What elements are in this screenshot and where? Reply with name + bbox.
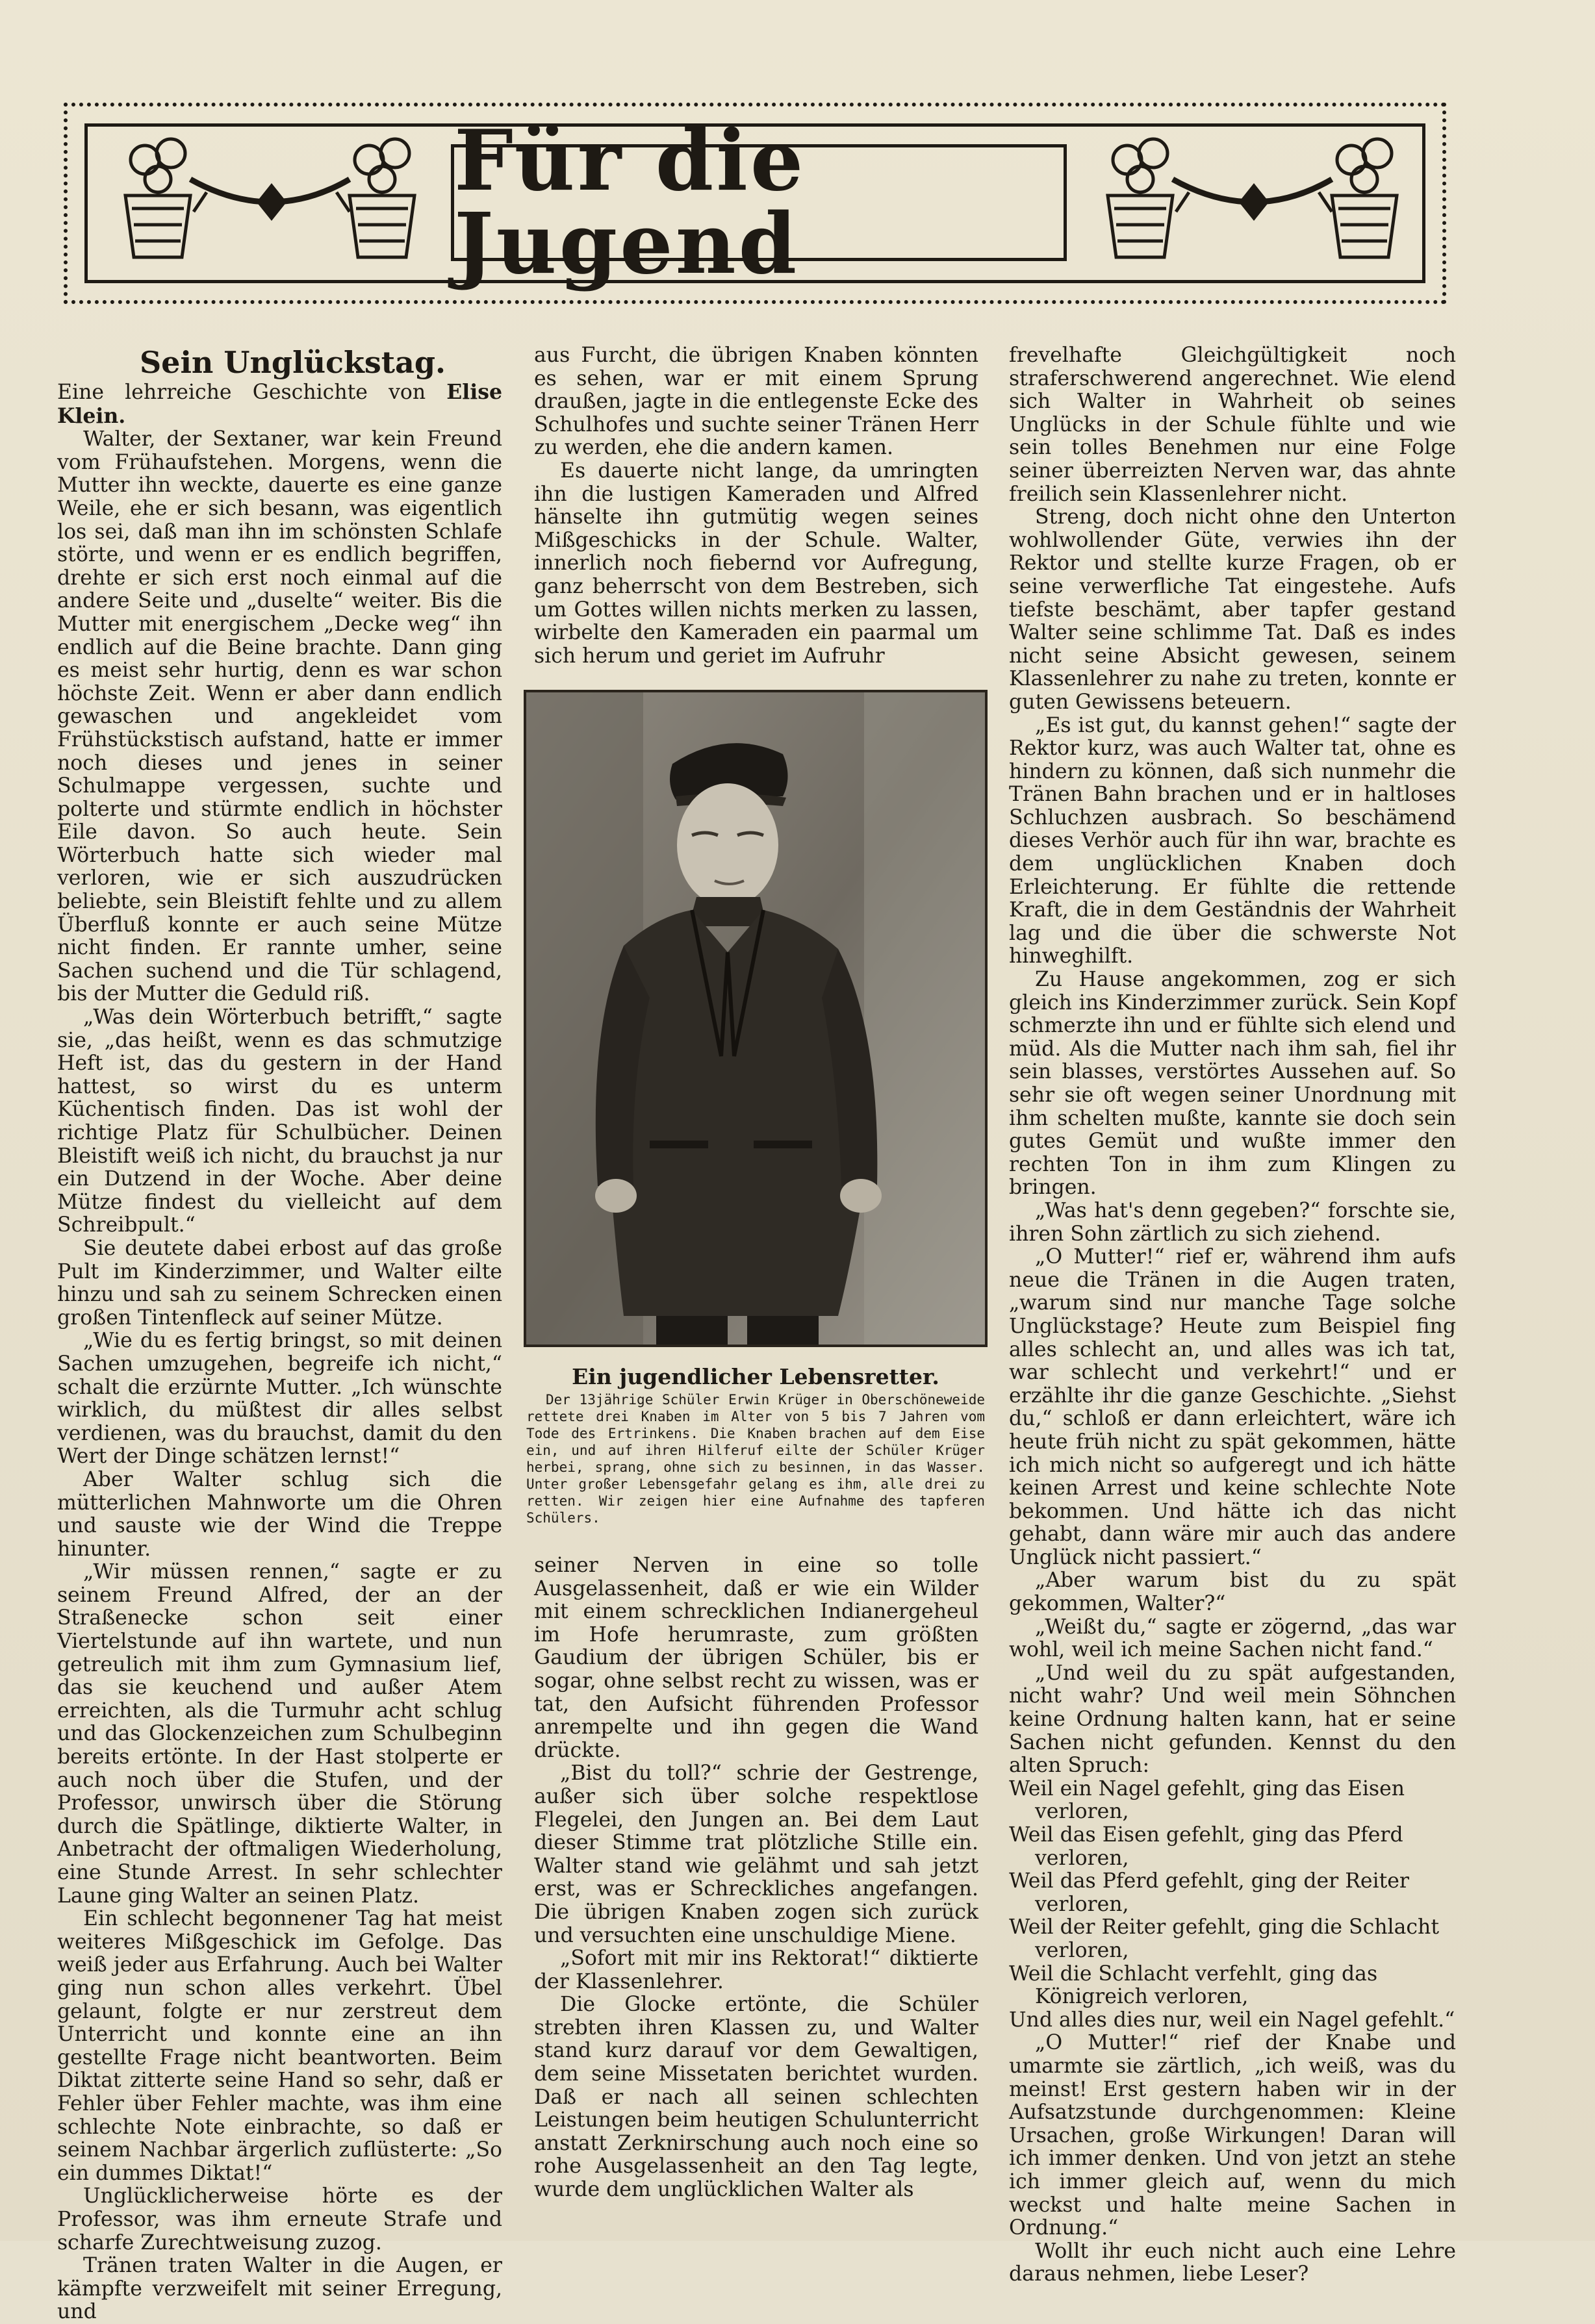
paragraph: seiner Nerven in eine so tolle Ausgelassenheit, daß er wie ein Wilder mit einem schrecklichen Indianergeheul im Hofe herumraste, zum größten Gaudium der übrigen Schüler, bis er sogar, ohne selbst recht zu wissen, was er tat, den Aufsicht führenden Professor anrempelte und ihn gegen die Wand drückte. — [534, 1554, 978, 1762]
paragraph: „Es ist gut, du kannst gehen!“ sagte der Rektor kurz, was auch Walter tat, ohne es hindern zu können, daß sich nunmehr die Tränen Bahn brachen und er in haltloses Schluchzen ausbrach. So beschämend dieses Verhör auch für ihn war, brachte es dem unglücklichen Knaben doch Erleichterung. Er fühlte die rettende Kraft, die in dem Geständnis der Wahrheit lag und die über die schwerste Not hinweghilft. — [1009, 713, 1456, 968]
column-2-top — [534, 344, 978, 668]
photo-caption-title: Ein jugendlicher Lebensretter. — [572, 1364, 939, 1389]
verse-line: Weil das Pferd gefehlt, ging der Reiter verloren, — [1009, 1869, 1409, 1916]
paragraph: „Was dein Wörterbuch betrifft,“ sagte sie, „das heißt, wenn es das schmutzige Heft ist, das du gestern in der Hand hattest, so wirst du es unterm Küchentisch finden. Das ist wohl der richtige Platz für Schulbücher. Deinen Bleistift weiß ich nicht, du brauchst ja nur ein Dutzend in der Woche. Aber deine Mütze findest du vielleicht auf dem Schreibpult.“ — [57, 1005, 502, 1237]
column-2-bottom — [534, 1554, 978, 2202]
byline-prefix: Eine lehrreiche Geschichte von — [57, 381, 447, 404]
right-basket-ornament-icon — [1091, 134, 1410, 273]
paragraph: „Wie du es fertig bringst, so mit deinen Sachen umzugehen, begreife ich nicht,“ schalt die erzürnte Mutter. „Ich wünschte wirklich, du müßtest dir alles selbst verdienen, was du brauchst, damit du den Wert der Dinge schätzen lernst!“ — [57, 1329, 502, 1469]
paragraph: aus Furcht, die übrigen Knaben könnten es sehen, war er mit einem Sprung draußen, jagte in die entlegenste Ecke des Schulhofes und suchte seiner Tränen Herr zu werden, ehe die andern kamen. — [534, 344, 978, 460]
column-3 — [1009, 344, 1456, 2286]
verse-line: Weil der Reiter gefehlt, ging die Schlacht verloren, — [1009, 1915, 1439, 1962]
paragraph: „Bist du toll?“ schrie der Gestrenge, außer sich über solche respektlose Flegelei, den Jungen an. Bei dem Laut dieser Stimme trat plötzliche Stille ein. Walter stand wie gelähmt und sah jetzt erst, was er Schreckliches angefangen. Die übrigen Knaben zogen sich zurück und versuchten eine unschuldige Miene. — [534, 1762, 978, 1947]
paragraph: Sie deutete dabei erbost auf das große Pult im Kinderzimmer, und Walter eilte hinzu und sah zu seinem Schrecken einen großen Tintenfleck auf seiner Mütze. — [57, 1236, 502, 1330]
paragraph: Wollt ihr euch nicht auch eine Lehre daraus nehmen, liebe Leser? — [1009, 2239, 1456, 2286]
paragraph: frevelhafte Gleichgültigkeit noch straferschwerend angerechnet. Wie elend sich Walter in Wahrheit ob seines Unglücks in der Schule fühlte und wie sein tolles Benehmen nur eine Folge seiner überreizten Nerven war, das ahnte freilich sein Klassenlehrer nicht. — [1009, 344, 1456, 506]
verse-line: Weil das Eisen gefehlt, ging das Pferd verloren, — [1009, 1823, 1403, 1870]
paragraph: „Und weil du zu spät aufgestanden, nicht wahr? Und weil mein Söhnchen keine Ordnung halten kann, hat er seine Sachen nicht gefunden. Kennst du den alten Spruch: — [1009, 1661, 1456, 1778]
story-title: Sein Unglückstag. — [139, 345, 446, 380]
paragraph: Zu Hause angekommen, zog er sich gleich ins Kinderzimmer zurück. Sein Kopf schmerzte ihn und er fühlte sich elend und müd. Als die Mutter nach ihm sah, fiel ihr sein blasses, verstörtes Aussehen auf. So sehr sie oft wegen seiner Unordnung mit ihm schelten mußte, kannte sie doch sein gutes Gemüt und wußte immer den rechten Ton in ihm zum Klingen zu bringen. — [1009, 968, 1456, 1200]
paragraph: Streng, doch nicht ohne den Unterton wohlwollender Güte, verwies ihn der Rektor und stellte kurze Fragen, ob er seine verwerfliche Tat eingestehe. Aufs tiefste beschämt, aber tapfer gestand Walter seine schlimme Tat. Daß es indes nicht seine Absicht gewesen, seinem Klassenlehrer zu nahe zu treten, konnte er guten Gewissens beteuern. — [1009, 505, 1456, 714]
paragraph: Es dauerte nicht lange, da umringten ihn die lustigen Kameraden und Alfred hänselte ihn gutmütig wegen seines Mißgeschicks in der Schule. Walter, innerlich noch fiebernd vor Aufregung, ganz beherrscht von dem Bestreben, sich um Gottes willen nichts merken zu lassen, wirbelte den Kameraden ein paarmal um sich herum und geriet im Aufruhr — [534, 459, 978, 668]
boy-portrait-image — [526, 692, 985, 1345]
paragraph: „O Mutter!“ rief der Knabe und umarmte sie zärtlich, „ich weiß, was du meinst! Erst gestern haben wir in der Aufsatzstunde durchgenommen: Kleine Ursachen, große Wirkungen! Daran will ich immer denken. Und von jetzt an stehe ich immer gleich auf, wenn du mich weckst und halte meine Sachen in Ordnung.“ — [1009, 2031, 1456, 2240]
paragraph: „O Mutter!“ rief er, während ihm aufs neue die Tränen in die Augen traten, „warum sind nur manche Tage solche Unglückstage? Heute zum Beispiel fing alles schlecht an, und alles was ich tat, war schlecht und verkehrt!“ und er erzählte ihr die ganze Geschichte. „Siehst du,“ schloß er dann erleichtert, wäre ich heute früh nicht zu spät gekommen, hätte ich mich nicht so aufgeregt und ich hätte keinen Arrest und keine schlechte Note bekommen. Und hätte ich das nicht gehabt, dann wäre mir auch das andere Unglück nicht passiert.“ — [1009, 1245, 1456, 1569]
paragraph: „Wir müssen rennen,“ sagte er zu seinem Freund Alfred, der an der Straßenecke schon seit einer Viertelstunde auf ihn wartete, und nun getreulich mit ihm zum Gymnasium lief, das sie keuchend und außer Atem erreichten, als die Turmuhr acht schlug und das Glockenzeichen zum Schulbeginn bereits ertönte. In der Hast stolperte er auch noch über die Stufen, und der Professor, unwirsch über die Störung durch die Spätlinge, diktierte Walter, in Anbetracht der oftmaligen Wiederholung, eine Stunde Arrest. In sehr schlechter Laune ging Walter an seinen Platz. — [57, 1560, 502, 1908]
paragraph: Die Glocke ertönte, die Schüler strebten ihren Klassen zu, und Walter stand kurz darauf vor dem Gewaltigen, dem seine Missetaten berichtet wurden. Daß er nach all seinen schlechten Leistungen beim heutigen Schulunterricht anstatt Zerknirschung auch noch eine so rohe Ausgelassenheit an den Tag legte, wurde dem unglücklichen Walter als — [534, 1993, 978, 2202]
paragraph: „Sofort mit mir ins Rektorat!“ diktierte der Klassenlehrer. — [534, 1947, 978, 1993]
paragraph: Aber Walter schlug sich die mütterlichen Mahnworte um die Ohren und sauste wie der Wind die Treppe hinunter. — [57, 1467, 502, 1561]
byline-author: Elise Klein. — [57, 380, 502, 428]
paragraph: „Weißt du,“ sagte er zögernd, „das war wohl, weil ich meine Sachen nicht fand.“ — [1009, 1615, 1456, 1662]
left-basket-ornament-icon — [109, 134, 427, 273]
column-1 — [57, 344, 502, 2324]
header-title-box — [451, 112, 1067, 293]
paragraph: „Aber warum bist du zu spät gekommen, Walter?“ — [1009, 1569, 1456, 1616]
paragraph: Walter, der Sextaner, war kein Freund vom Frühaufstehen. Morgens, wenn die Mutter ihn weckte, dauerte es eine ganze Weile, ehe er sich besann, was eigentlich los sei, daß man ihn im schönsten Schlafe störte, und wenn er es endlich begriffen, drehte er sich erst noch einmal auf die andere Seite und „duselte“ weiter. Bis die Mutter mit energischem „Decke weg“ ihn endlich auf die Beine brachte. Dann ging es meist sehr hurtig, denn es war schon höchste Zeit. Wenn er aber dann endlich gewaschen und angekleidet vom Frühstückstisch aufstand, hatte er immer noch dieses und jenes in seiner Schulmappe vergessen, suchte und polterte und stürmte endlich in höchster Eile davon. So auch heute. Sein Wörterbuch hatte sich wieder mal verloren, wie er sich auszudrücken beliebte, sein Bleistift fehlte und zu allem Überfluß konnte er auch seine Mütze nicht finden. Er rannte umher, seine Sachen suchend und die Tür schlagend, bis der Mutter die Geduld riß. — [57, 427, 502, 1006]
paragraph: Ein schlecht begonnener Tag hat meist weiteres Mißgeschick im Gefolge. Das weiß jeder aus Erfahrung. Auch bei Walter ging nun schon alles verkehrt. Übel gelaunt, folgte er nur zerstreut dem Unterricht und konnte eine an ihn gestellte Frage nicht beantworten. Beim Diktat zitterte seine Hand so sehr, daß er Fehler über Fehler machte, was ihm eine schlechte Note einbrachte, so daß er seinem Nachbar ärgerlich zuflüsterte: „So ein dummes Diktat!“ — [57, 1907, 502, 2185]
paragraph: „Was hat's denn gegeben?“ forschte sie, ihren Sohn zärtlich zu sich ziehend. — [1009, 1198, 1456, 1246]
section-title: Für die Jugend — [454, 112, 806, 293]
verse-line: Weil ein Nagel gefehlt, ging das Eisen verloren, — [1009, 1776, 1405, 1824]
verse-line: Und alles dies nur, weil ein Nagel gefehlt.“ — [1009, 2008, 1455, 2032]
photo-caption-text: Der 13jährige Schüler Erwin Krüger in Oberschöneweide rettete drei Knaben im Alter von 5 bis 7 Jahren vom Tode des Ertrinkens. Die Knaben brachen auf dem Eise ein, und auf ihren Hilferuf eilte der Schüler Krüger herbei, sprang, ohne sich zu besinnen, in das Wasser. Unter großer Lebensgefahr gelang es ihm, alle drei zu retten. Wir zeigen hier eine Aufnahme des tapferen Schülers. — [526, 1392, 985, 1526]
paragraph: Tränen traten Walter in die Augen, er kämpfte verzweifelt mit seiner Erregung, und — [57, 2254, 502, 2324]
byline — [57, 381, 502, 428]
verse-line: Weil die Schlacht verfehlt, ging das Königreich verloren, — [1009, 1962, 1378, 2009]
portrait-photo — [524, 690, 988, 1347]
paragraph: Unglücklicherweise hörte es der Professor, was ihm erneute Strafe und scharfe Zurechtweisung zuzog. — [57, 2184, 502, 2255]
